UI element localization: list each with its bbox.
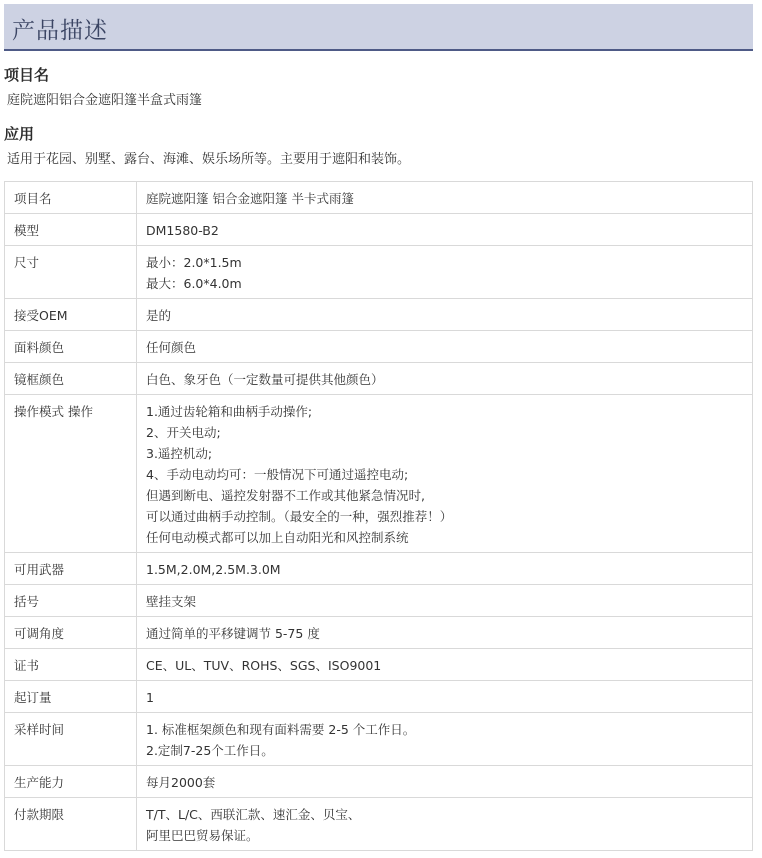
section-header xyxy=(4,4,753,51)
page-title: 产品描述 xyxy=(12,18,108,44)
spec-row xyxy=(5,214,753,246)
spec-value-line: 1. 标准框架颜色和现有面料需要 2-5 个工作日。 xyxy=(146,722,416,737)
spec-value-line: 任何电动模式都可以加上自动阳光和风控制系统 xyxy=(146,530,409,545)
spec-value-line: 是的 xyxy=(146,308,172,323)
project-name-text: 庭院遮阳铝合金遮阳篷半盒式雨篷 xyxy=(7,93,203,108)
spec-label: 尺寸 xyxy=(5,246,137,299)
spec-value xyxy=(137,363,753,395)
spec-value xyxy=(137,182,753,214)
spec-value xyxy=(137,798,753,851)
application-heading: 应用 xyxy=(4,125,35,143)
spec-label: 模型 xyxy=(5,214,137,246)
spec-value-line: 3.遥控机动; xyxy=(146,446,213,461)
spec-row xyxy=(5,246,753,299)
spec-value-line: CE、UL、TUV、ROHS、SGS、ISO9001 xyxy=(146,658,382,673)
spec-row xyxy=(5,617,753,649)
spec-row xyxy=(5,553,753,585)
spec-label: 面料颜色 xyxy=(5,331,137,363)
spec-label: 起订量 xyxy=(5,681,137,713)
spec-value xyxy=(137,299,753,331)
spec-value-line: 通过简单的平移键调节 5-75 度 xyxy=(146,626,320,641)
spec-value-line: 任何颜色 xyxy=(146,340,197,355)
spec-value xyxy=(137,649,753,681)
spec-value xyxy=(137,246,753,299)
spec-value-line: 最大：6.0*4.0m xyxy=(146,276,242,291)
spec-row xyxy=(5,766,753,798)
spec-value-line: 2、开关电动; xyxy=(146,425,221,440)
spec-value xyxy=(137,553,753,585)
spec-label: 项目名 xyxy=(5,182,137,214)
spec-value xyxy=(137,395,753,553)
spec-value xyxy=(137,617,753,649)
spec-label: 操作模式 操作 xyxy=(5,395,137,553)
spec-row xyxy=(5,649,753,681)
spec-label: 镜框颜色 xyxy=(5,363,137,395)
spec-value-line: 壁挂支架 xyxy=(146,594,197,609)
spec-label: 付款期限 xyxy=(5,798,137,851)
spec-table xyxy=(4,181,753,851)
spec-value-line: DM1580-B2 xyxy=(146,223,219,238)
spec-value-line: 2.定制7-25个工作日。 xyxy=(146,743,274,758)
spec-table-body xyxy=(5,182,753,851)
spec-label: 生产能力 xyxy=(5,766,137,798)
spec-row xyxy=(5,182,753,214)
spec-value xyxy=(137,214,753,246)
spec-label: 接受OEM xyxy=(5,299,137,331)
spec-value-line: 阿里巴巴贸易保证。 xyxy=(146,828,259,843)
spec-value-line: 但遇到断电、遥控发射器不工作或其他紧急情况时, xyxy=(146,488,425,503)
spec-value-line: 每月2000套 xyxy=(146,775,216,790)
spec-value-line: 4、手动电动均可：一般情况下可通过遥控电动; xyxy=(146,467,409,482)
spec-value xyxy=(137,331,753,363)
spec-value-line: 最小：2.0*1.5m xyxy=(146,255,242,270)
spec-row xyxy=(5,395,753,553)
spec-value-line: 可以通过曲柄手动控制。（最安全的一种，强烈推荐！） xyxy=(146,509,453,524)
spec-value-line: 1 xyxy=(146,690,154,705)
spec-label: 采样时间 xyxy=(5,713,137,766)
spec-value xyxy=(137,766,753,798)
spec-row xyxy=(5,713,753,766)
spec-row xyxy=(5,299,753,331)
spec-row xyxy=(5,681,753,713)
spec-label: 可用武器 xyxy=(5,553,137,585)
spec-value xyxy=(137,713,753,766)
spec-value-line: T/T、L/C、西联汇款、速汇金、贝宝、 xyxy=(146,807,361,822)
spec-value xyxy=(137,681,753,713)
spec-row xyxy=(5,331,753,363)
spec-label: 括号 xyxy=(5,585,137,617)
spec-value xyxy=(137,585,753,617)
spec-value-line: 白色、象牙色（一定数量可提供其他颜色） xyxy=(146,372,384,387)
spec-row xyxy=(5,585,753,617)
spec-row xyxy=(5,363,753,395)
application-text: 适用于花园、别墅、露台、海滩、娱乐场所等。主要用于遮阳和装饰。 xyxy=(7,152,411,167)
spec-value-line: 1.5M,2.0M,2.5M.3.0M xyxy=(146,562,281,577)
spec-label: 可调角度 xyxy=(5,617,137,649)
spec-value-line: 1.通过齿轮箱和曲柄手动操作; xyxy=(146,404,313,419)
spec-row xyxy=(5,798,753,851)
spec-value-line: 庭院遮阳篷 铝合金遮阳篷 半卡式雨篷 xyxy=(146,191,354,206)
project-name-heading: 项目名 xyxy=(4,66,50,84)
spec-label: 证书 xyxy=(5,649,137,681)
